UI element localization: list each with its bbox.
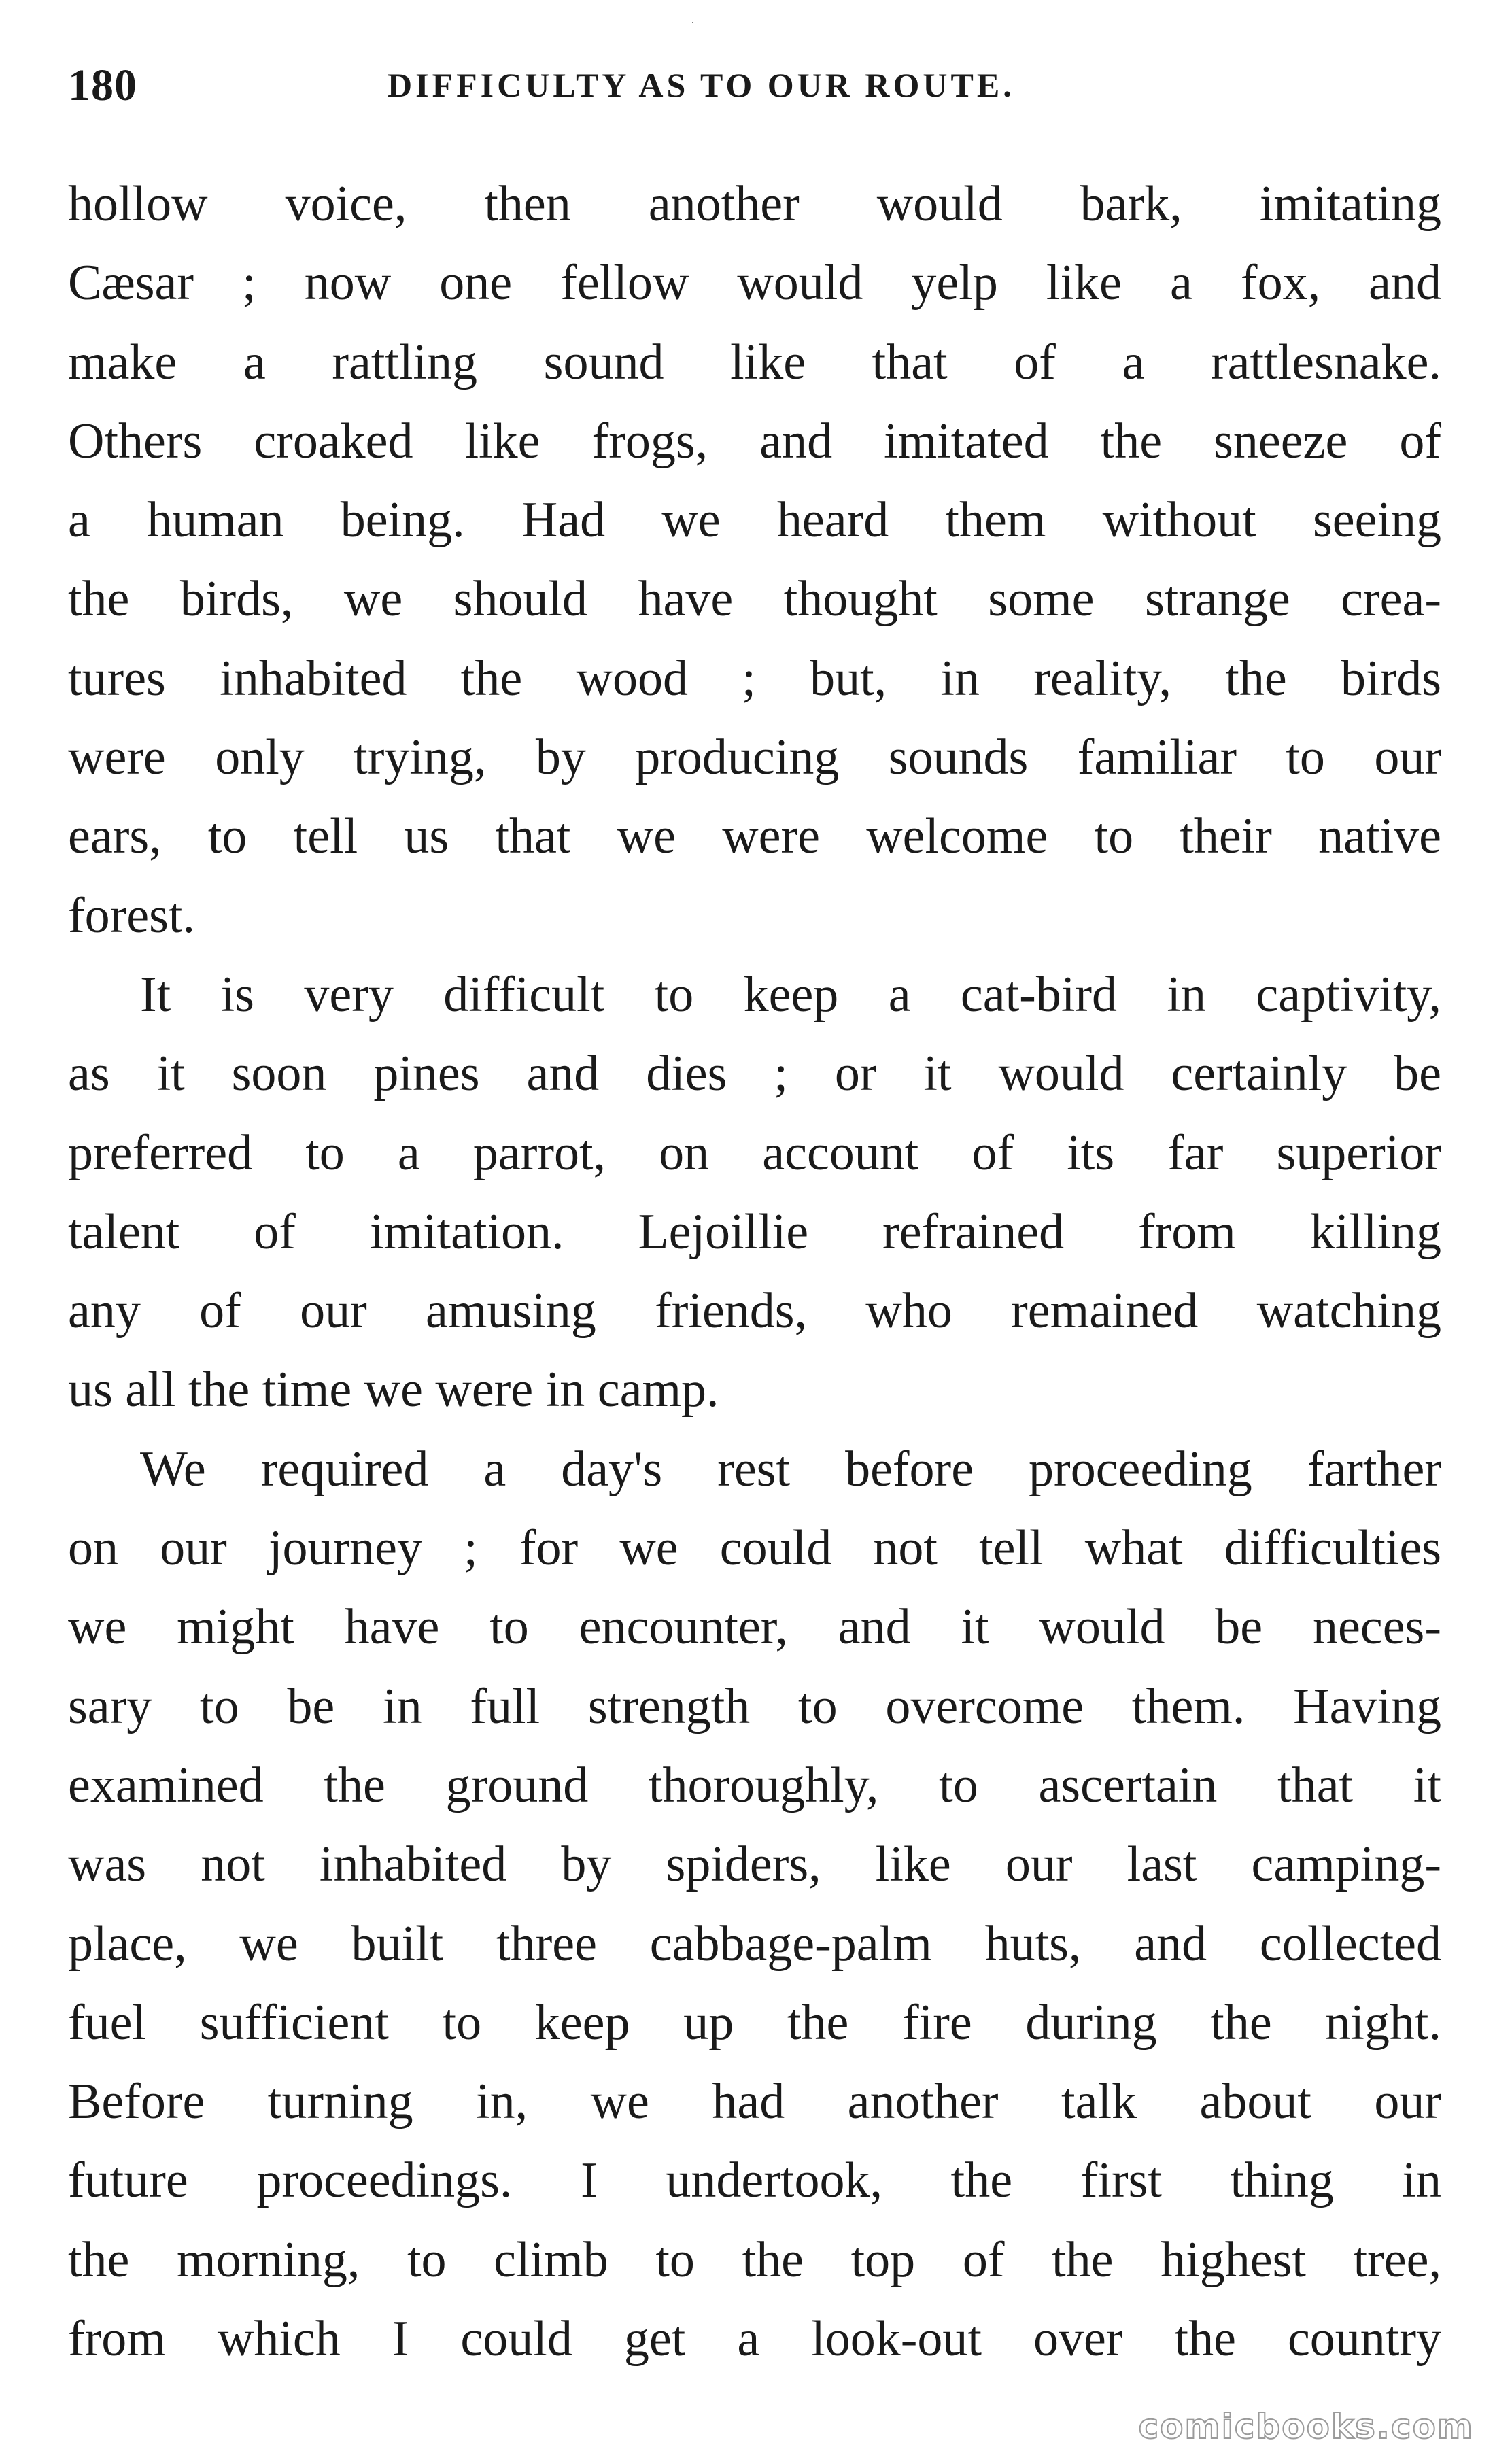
text-line: tures inhabited the wood ; but, in reality, the birds [68,650,1441,706]
text-line: future proceedings. I undertook, the first thing in [68,2153,1441,2209]
text-line: us all the time we were in camp. [68,1362,719,1418]
text-line: a human being. Had we heard them without seeing [68,492,1441,549]
text-line: fuel sufficient to keep up the fire during the night. [68,1994,1441,2051]
text-line: examined the ground thoroughly, to ascertain that it [68,1757,1441,1813]
text-line: make a rattling sound like that of a rattlesnake. [68,334,1441,390]
text-line: was not inhabited by spiders, like our last camping- [68,1836,1441,1893]
text-line: on our journey ; for we could not tell what difficulties [68,1520,1441,1577]
body-text [68,165,1441,2378]
text-line: from which I could get a look-out over the country [68,2311,1441,2367]
text-line: preferred to a parrot, on account of its far superior [68,1125,1441,1181]
text-line: the morning, to climb to the top of the highest tree, [68,2231,1441,2288]
text-line: place, we built three cabbage-palm huts, and collected [68,1915,1441,1972]
page-header [68,60,1434,121]
text-line: We required a day's rest before proceeding farther [140,1441,1441,1497]
text-line: the birds, we should have thought some strange crea- [68,571,1441,628]
text-line: ears, to tell us that we were welcome to their native [68,808,1441,865]
text-line: any of our amusing friends, who remained watching [68,1283,1441,1339]
text-line: Before turning in, we had another talk about our [68,2074,1441,2130]
page-number: 180 [68,61,137,110]
text-line: Others croaked like frogs, and imitated the sneeze of [68,413,1441,469]
watermark: comicbooks.com [1138,2407,1474,2446]
text-line: hollow voice, then another would bark, imitating [68,176,1441,232]
text-line: talent of imitation. Lejoillie refrained from killing [68,1203,1441,1260]
text-line: forest. [68,887,195,944]
text-line: sary to be in full strength to overcome them. Having [68,1678,1441,1734]
text-line: we might have to encounter, and it would be neces- [68,1599,1441,1656]
print-speck-mark: ˙ [691,19,695,33]
text-line: Cæsar ; now one fellow would yelp like a fox, and [68,255,1441,311]
text-line: were only trying, by producing sounds familiar to our [68,730,1441,786]
text-line: as it soon pines and dies ; or it would certainly be [68,1046,1441,1102]
running-head: DIFFICULTY AS TO OUR ROUTE. [388,66,1015,104]
text-line: It is very difficult to keep a cat-bird in captivity, [140,966,1441,1023]
